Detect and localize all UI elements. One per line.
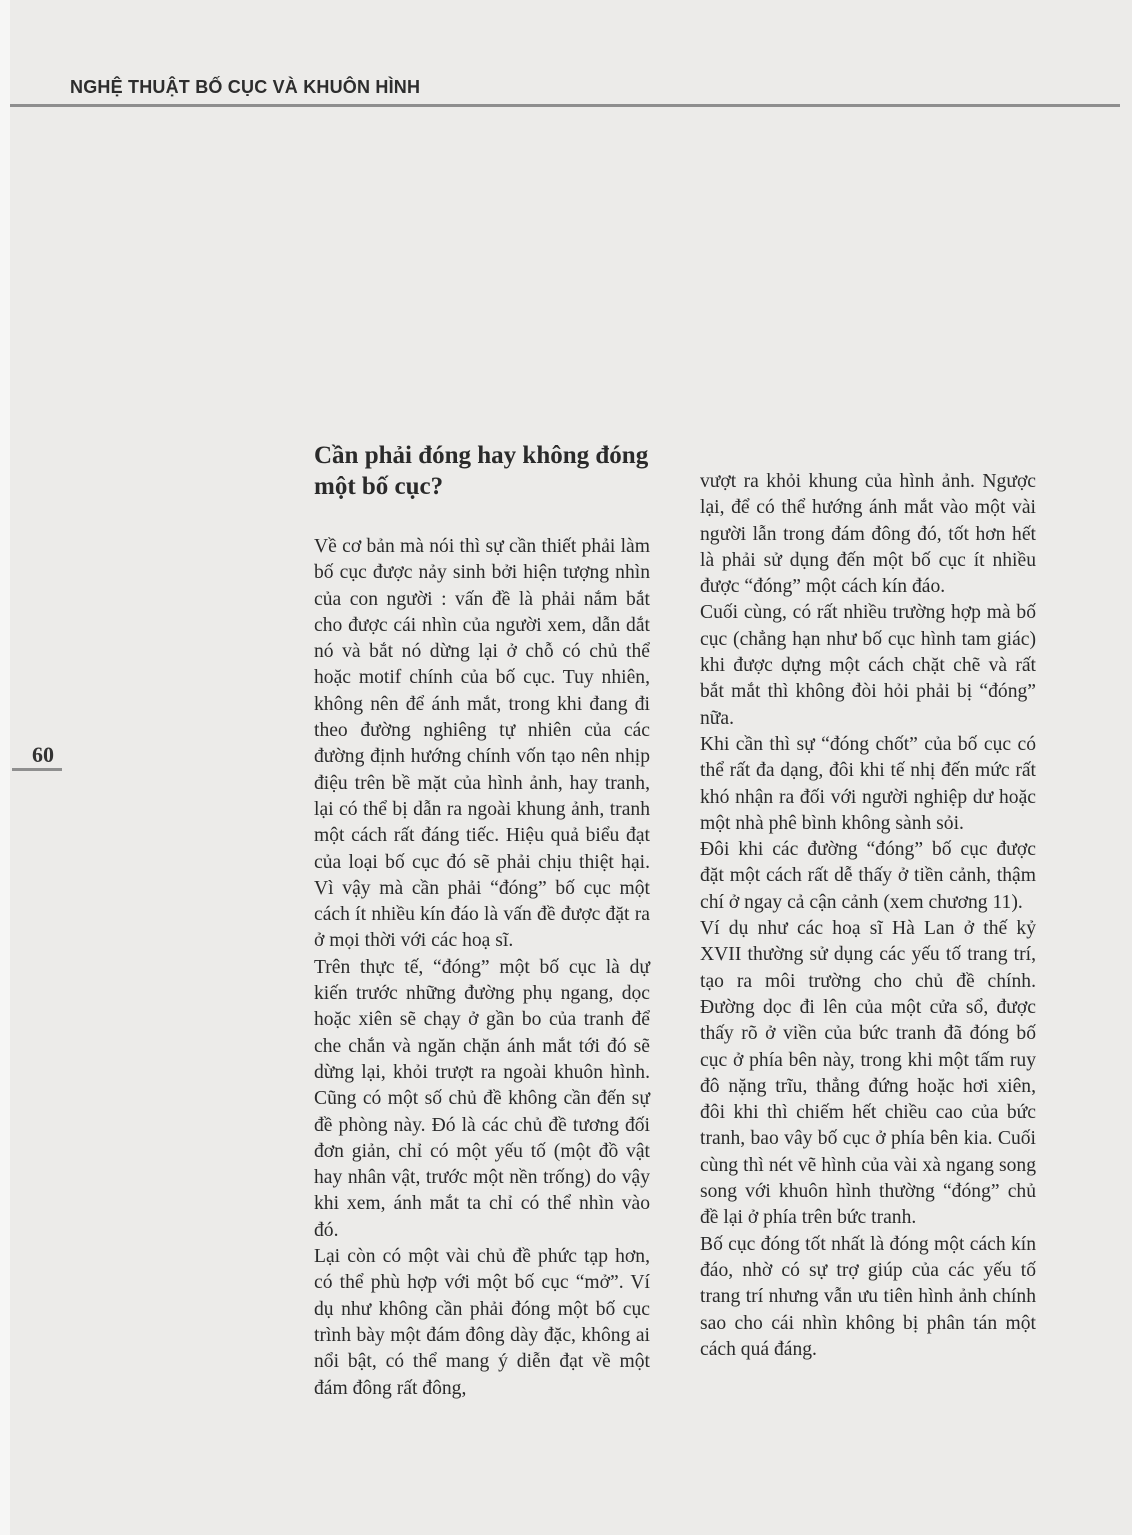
paragraph: Cuối cùng, có rất nhiều trường hợp mà bố cục (chẳng hạn như bố cục hình tam giác) khi được dựng một cách chặt chẽ và rất bắt mắt thì không đòi hỏi phải bị “đóng” nữa. <box>700 602 1036 729</box>
paragraph: Đôi khi các đường “đóng” bố cục được đặt một cách rất dễ thấy ở tiền cảnh, thậm chí ở ngay cả cận cảnh (xem chương 11). <box>700 839 1036 913</box>
paragraph: Khi cần thì sự “đóng chốt” của bố cục có thể rất đa dạng, đôi khi tế nhị đến mức rất khó nhận ra đối với người nghiệp dư hoặc một nhà phê bình không sành sỏi. <box>700 733 1036 834</box>
running-head: NGHỆ THUẬT BỐ CỤC VÀ KHUÔN HÌNH <box>70 77 421 97</box>
paragraph: Về cơ bản mà nói thì sự cần thiết phải làm bố cục được nảy sinh bởi hiện tượng nhìn của con người : vấn đề là phải nắm bắt cho được cái nhìn của người xem, dẫn dắt nó và bắt nó dừng lại ở chỗ có chủ thể hoặc motif chính của bố cục. Tuy nhiên, không nên để ánh mắt, trong khi đang đi theo đường nghiêng tự nhiên của các đường định hướng chính vốn tạo nên nhịp điệu trên bề mặt của hình ảnh, hay tranh, lại có thể bị dẫn ra ngoài khung ảnh, tranh một cách rất đáng tiếc. Hiệu quả biểu đạt của loại bố cục đó sẽ phải chịu thiệt hại. Vì vậy mà cần phải “đóng” bố cục một cách ít nhiều kín đáo là vấn đề được đặt ra ở mọi thời với các hoạ sĩ. <box>314 536 650 952</box>
paragraph: vượt ra khỏi khung của hình ảnh. Ngược lại, để có thể hướng ánh mắt vào một vài người lẫn trong đám đông đó, tốt hơn hết là phải sử dụng đến một bố cục ít nhiều được “đóng” một cách kín đáo. <box>700 471 1036 598</box>
text-column-left <box>314 440 650 1402</box>
page-number: 60 <box>32 742 54 767</box>
section-title: Cần phải đóng hay không đóng một bố cục? <box>314 442 649 500</box>
paragraph: Lại còn có một vài chủ đề phức tạp hơn, có thể phù hợp với một bố cục “mở”. Ví dụ như không cần phải đóng một bố cục trình bày một đám đông dày đặc, không ai nổi bật, có thể mang ý diễn đạt về một đám đông rất đông, <box>314 1246 650 1399</box>
text-column-right <box>700 469 1036 1363</box>
paragraph: Trên thực tế, “đóng” một bố cục là dự kiến trước những đường phụ ngang, dọc hoặc xiên sẽ chạy ở gần bo của tranh để che chắn và ngăn chặn ánh mắt tới đó sẽ dừng lại, khỏi trượt ra ngoài khuôn hình. Cũng có một số chủ đề không cần đến sự đề phòng này. Đó là các chủ đề tương đối đơn giản, chỉ có một yếu tố (một đồ vật hay nhân vật, trước một nền trống) do vậy khi xem, ánh mắt ta chỉ có thể nhìn vào đó. <box>314 956 650 1241</box>
paragraph: Ví dụ như các hoạ sĩ Hà Lan ở thế kỷ XVII thường sử dụng các yếu tố trang trí, tạo ra môi trường cho chủ đề chính. Đường dọc đi lên của một cửa sổ, được thấy rõ ở viền của bức tranh đã đóng bố cục ở phía bên này, trong khi một tấm ruy đô nặng trĩu, thẳng đứng hoặc hơi xiên, đôi khi thì chiếm hết chiều cao của bức tranh, bao vây bố cục ở phía bên kia. Cuối cùng thì nét vẽ hình của vài xà ngang song song với khuôn hình thường “đóng” chủ đề lại ở phía trên bức tranh. <box>700 918 1036 1229</box>
page-number-rule <box>12 768 62 771</box>
paragraph: Bố cục đóng tốt nhất là đóng một cách kín đáo, nhờ có sự trợ giúp của các yếu tố trang trí nhưng vẫn ưu tiên hình ảnh chính sao cho cái nhìn không bị phân tán một cách quá đáng. <box>700 1233 1036 1360</box>
page-left-edge <box>0 0 10 1535</box>
header-rule <box>10 104 1120 107</box>
